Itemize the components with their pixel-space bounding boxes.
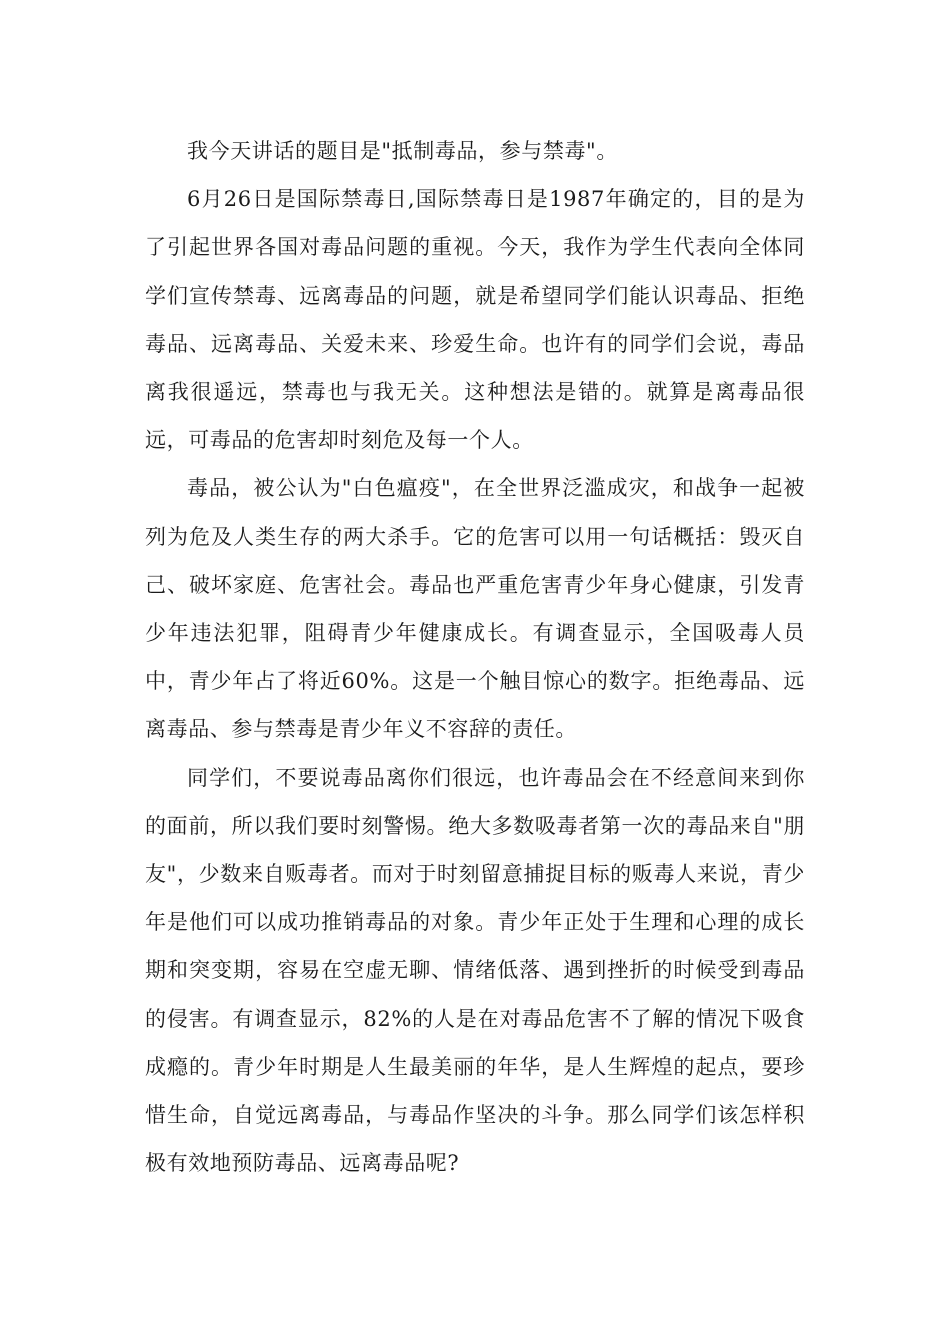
paragraph-title-intro: 我今天讲话的题目是"抵制毒品，参与禁毒"。 <box>187 139 618 163</box>
document-body <box>145 127 805 1187</box>
paragraph-white-plague: 毒品，被公认为"白色瘟疫"，在全世界泛滥成灾，和战争一起被列为危及人类生存的两大杀手。它的危害可以用一句话概括：毁灭自己、破坏家庭、危害社会。毒品也严重危害青少年身心健康，引发青少年违法犯罪，阻碍青少年健康成长。有调查显示，全国吸毒人员中，青少年占了将近60%。这是一个触目惊心的数字。拒绝毒品、远离毒品、参与禁毒是青少年义不容辞的责任。 <box>145 476 805 742</box>
paragraph-stay-alert: 同学们，不要说毒品离你们很远，也许毒品会在不经意间来到你的面前，所以我们要时刻警惕。绝大多数吸毒者第一次的毒品来自"朋友"，少数来自贩毒者。而对于时刻留意捕捉目标的贩毒人来说，青少年是他们可以成功推销毒品的对象。青少年正处于生理和心理的成长期和突变期，容易在空虚无聊、情绪低落、遇到挫折的时候受到毒品的侵害。有调查显示，82%的人是在对毒品危害不了解的情况下吸食成瘾的。青少年时期是人生最美丽的年华，是人生辉煌的起点，要珍惜生命，自觉远离毒品，与毒品作坚决的斗争。那么同学们该怎样积极有效地预防毒品、远离毒品呢? <box>145 765 805 1176</box>
paragraph-drug-day: 6月26日是国际禁毒日,国际禁毒日是1987年确定的，目的是为了引起世界各国对毒品问题的重视。今天，我作为学生代表向全体同学们宣传禁毒、远离毒品的问题，就是希望同学们能认识毒品、拒绝毒品、远离毒品、关爱未来、珍爱生命。也许有的同学们会说，毒品离我很遥远，禁毒也与我无关。这种想法是错的。就算是离毒品很远，可毒品的危害却时刻危及每一个人。 <box>145 187 805 453</box>
